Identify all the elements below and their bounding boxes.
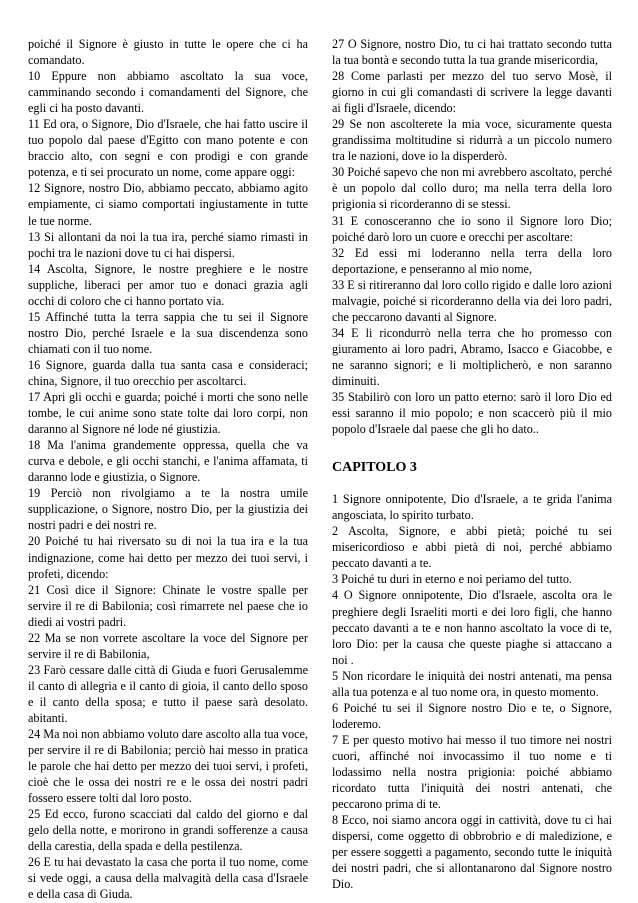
verse-paragraph: 18 Ma l'anima grandemente oppressa, quella che va curva e debole, e gli occhi stanchi, e l'anima affamata, ti daranno lode e giustizia, o Signore. <box>28 438 308 485</box>
verse-paragraph: 10 Eppure non abbiamo ascoltato la sua voce, camminando secondo i comandamenti del Signore, che egli ci ha posto davanti. <box>28 69 308 116</box>
verse-paragraph: 1 Signore onnipotente, Dio d'Israele, a te grida l'anima angosciata, lo spirito turbato. <box>332 492 612 523</box>
verse-paragraph: 29 Se non ascolterete la mia voce, sicuramente questa grandissima moltitudine si ridurrà a un piccolo numero tra le nazioni, dove io la disperderò. <box>332 117 612 164</box>
verse-paragraph: 6 Poiché tu sei il Signore nostro Dio e te, o Signore, loderemo. <box>332 700 612 731</box>
verse-paragraph: 12 Signore, nostro Dio, abbiamo peccato, abbiamo agito empiamente, ci siamo comportati ingiustamente in tutte le tue norme. <box>28 181 308 228</box>
verse-paragraph: poiché il Signore è giusto in tutte le opere che ci ha comandato. <box>28 37 308 68</box>
verse-paragraph: 17 Apri gli occhi e guarda; poiché i morti che sono nelle tombe, le cui anime sono state tolte dai loro corpi, non daranno al Signore né lode né giustizia. <box>28 390 308 437</box>
verse-paragraph: 20 Poiché tu hai riversato su di noi la tua ira e la tua indignazione, come hai detto per mezzo dei tuoi servi, i profeti, dicendo: <box>28 534 308 581</box>
verse-paragraph: 30 Poiché sapevo che non mi avrebbero ascoltato, perché è un popolo dal collo duro; ma nella terra della loro prigionia si ricorderanno di se stessi. <box>332 165 612 212</box>
verse-paragraph: 14 Ascolta, Signore, le nostre preghiere e le nostre suppliche, liberaci per amor tuo e donaci grazia agli occhi di coloro che ci hanno portato via. <box>28 261 308 308</box>
verse-paragraph: 27 O Signore, nostro Dio, tu ci hai trattato secondo tutta la tua bontà e secondo tutta la tua grande misericordia, <box>332 37 612 68</box>
verse-paragraph: 34 E li ricondurrò nella terra che ho promesso con giuramento ai loro padri, Abramo, Isacco e Giacobbe, e ne saranno signori; e li moltiplicherò, e non saranno diminuiti. <box>332 325 612 388</box>
verse-paragraph: 22 Ma se non vorrete ascoltare la voce del Signore per servire il re di Babilonia, <box>28 630 308 661</box>
chapter-heading: CAPITOLO 3 <box>332 460 417 476</box>
verse-paragraph: 7 E per questo motivo hai messo il tuo timore nei nostri cuori, affinché noi invocassimo il tuo nome e ti lodassimo nella nostra prigionia: poiché abbiamo ricordato tutta l'iniquità dei nostri antenati, che peccarono prima di te. <box>332 732 612 812</box>
verse-paragraph: 28 Come parlasti per mezzo del tuo servo Mosè, il giorno in cui gli comandasti di scrivere la legge davanti ai figli d'Israele, dicendo: <box>332 69 612 116</box>
verse-paragraph: 31 E conosceranno che io sono il Signore loro Dio; poiché darò loro un cuore e orecchi per ascoltare: <box>332 213 612 244</box>
verse-paragraph: 15 Affinché tutta la terra sappia che tu sei il Signore nostro Dio, perché Israele e la sua discendenza sono chiamati con il tuo nome. <box>28 309 308 356</box>
verse-paragraph: 8 Ecco, noi siamo ancora oggi in cattività, dove tu ci hai dispersi, come oggetto di obbrobrio e di maledizione, e per essere soggetti a pagamento, secondo tutte le iniquità dei nostri padri, che si allontanarono dal Signore nostro Dio. <box>332 813 612 892</box>
verse-paragraph: 25 Ed ecco, furono scacciati dal caldo del giorno e dal gelo della notte, e morirono in grandi sofferenze a causa della carestia, della spada e della pestilenza. <box>28 807 308 854</box>
verse-paragraph: 35 Stabilirò con loro un patto eterno: sarò il loro Dio ed essi saranno il mio popolo; e non scaccerò più il mio popolo d'Israele dal paese che gli ho dato.. <box>332 390 612 437</box>
verse-paragraph: 23 Farò cessare dalle città di Giuda e fuori Gerusalemme il canto di allegria e il canto di gioia, il canto dello sposo e il canto della sposa; e tutto il paese sarà desolato. abitanti. <box>28 662 308 725</box>
verse-paragraph: 2 Ascolta, Signore, e abbi pietà; poiché tu sei misericordioso e abbi pietà di noi, perché abbiamo peccato davanti a te. <box>332 524 612 571</box>
verse-paragraph: 32 Ed essi mi loderanno nella terra della loro deportazione, e penseranno al mio nome, <box>332 245 612 276</box>
verses-chapter-2-end <box>332 36 612 437</box>
verses-chapter-3 <box>332 491 612 892</box>
verse-paragraph: 16 Signore, guarda dalla tua santa casa e consideraci; china, Signore, il tuo orecchio per ascoltarci. <box>28 357 308 388</box>
left-text-column <box>28 36 308 902</box>
verse-paragraph: 5 Non ricordare le iniquità dei nostri antenati, ma pensa alla tua potenza e al tuo nome ora, in questo momento. <box>332 668 612 699</box>
right-text-column <box>332 36 612 902</box>
verse-paragraph: 21 Così dice il Signore: Chinate le vostre spalle per servire il re di Babilonia; così rimarrete nel paese che io diedi ai vostri padri. <box>28 582 308 629</box>
verse-paragraph: 26 E tu hai devastato la casa che porta il tuo nome, come si vede oggi, a causa della malvagità della casa d'Israele e della casa di Giuda. <box>28 855 308 902</box>
verse-paragraph: 13 Si allontani da noi la tua ira, perché siamo rimasti in pochi tra le nazioni dove tu ci hai dispersi. <box>28 229 308 260</box>
verse-paragraph: 33 E si ritireranno dal loro collo rigido e dalle loro azioni malvagie, poiché si ricorderanno della via dei loro padri, che peccarono davanti al Signore. <box>332 277 612 324</box>
verse-paragraph: 4 O Signore onnipotente, Dio d'Israele, ascolta ora le preghiere degli Israeliti morti e dei loro figli, che hanno peccato davanti a te e non hanno ascoltato la voce di te, loro Dio: per la causa che queste piaghe si attaccano a noi . <box>332 588 612 667</box>
verse-paragraph: 11 Ed ora, o Signore, Dio d'Israele, che hai fatto uscire il tuo popolo dal paese d'Egitto con mano potente e con braccio alto, con segni e con prodigi e con grande potenza, e ti sei procurato un nome, come appare oggi: <box>28 117 308 180</box>
verse-paragraph: 3 Poiché tu duri in eterno e noi periamo del tutto. <box>332 572 572 587</box>
verse-paragraph: 24 Ma noi non abbiamo voluto dare ascolto alla tua voce, per servire il re di Babilonia; perciò hai messo in pratica le parole che hai detto per mezzo dei tuoi servi, i profeti, cioè che le ossa dei nostri re e le ossa dei nostri padri fossero essere tolti dal loro posto. <box>28 727 308 806</box>
verse-paragraph: 19 Perciò non rivolgiamo a te la nostra umile supplicazione, o Signore, nostro Dio, per la giustizia dei nostri padri e dei nostri re. <box>28 486 308 533</box>
